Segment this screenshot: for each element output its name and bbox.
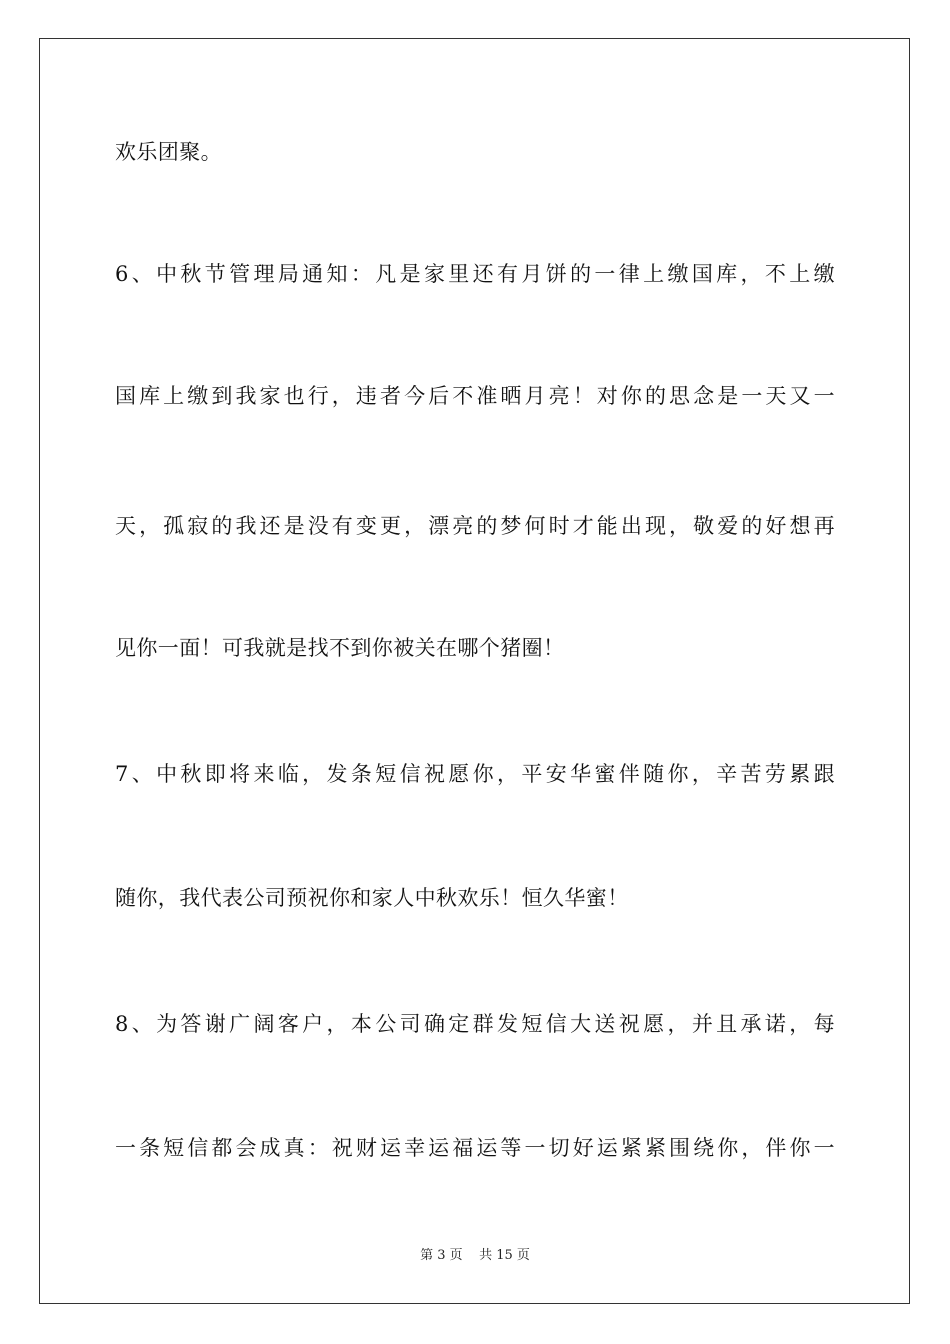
text-line: 国库上缴到我家也行，违者今后不准晒月亮！对你的思念是一天又一 <box>115 384 835 408</box>
page-number: 第 3 页 共 15 页 <box>420 1248 530 1263</box>
text-line: 见你一面！可我就是找不到你被关在哪个猪圈！ <box>115 636 565 660</box>
page-frame <box>39 38 910 1304</box>
text-line: 随你，我代表公司预祝你和家人中秋欢乐！恒久华蜜！ <box>115 886 629 910</box>
text-line: 7、中秋即将来临，发条短信祝愿你，平安华蜜伴随你，辛苦劳累跟 <box>115 762 835 786</box>
text-line: 6、中秋节管理局通知：凡是家里还有月饼的一律上缴国库，不上缴 <box>115 262 835 286</box>
text-line: 欢乐团聚。 <box>115 140 222 164</box>
text-line: 一条短信都会成真：祝财运幸运福运等一切好运紧紧围绕你，伴你一 <box>115 1136 835 1160</box>
text-line: 天，孤寂的我还是没有变更，漂亮的梦何时才能出现，敬爱的好想再 <box>115 514 835 538</box>
text-line: 8、为答谢广阔客户，本公司确定群发短信大送祝愿，并且承诺，每 <box>115 1012 835 1036</box>
